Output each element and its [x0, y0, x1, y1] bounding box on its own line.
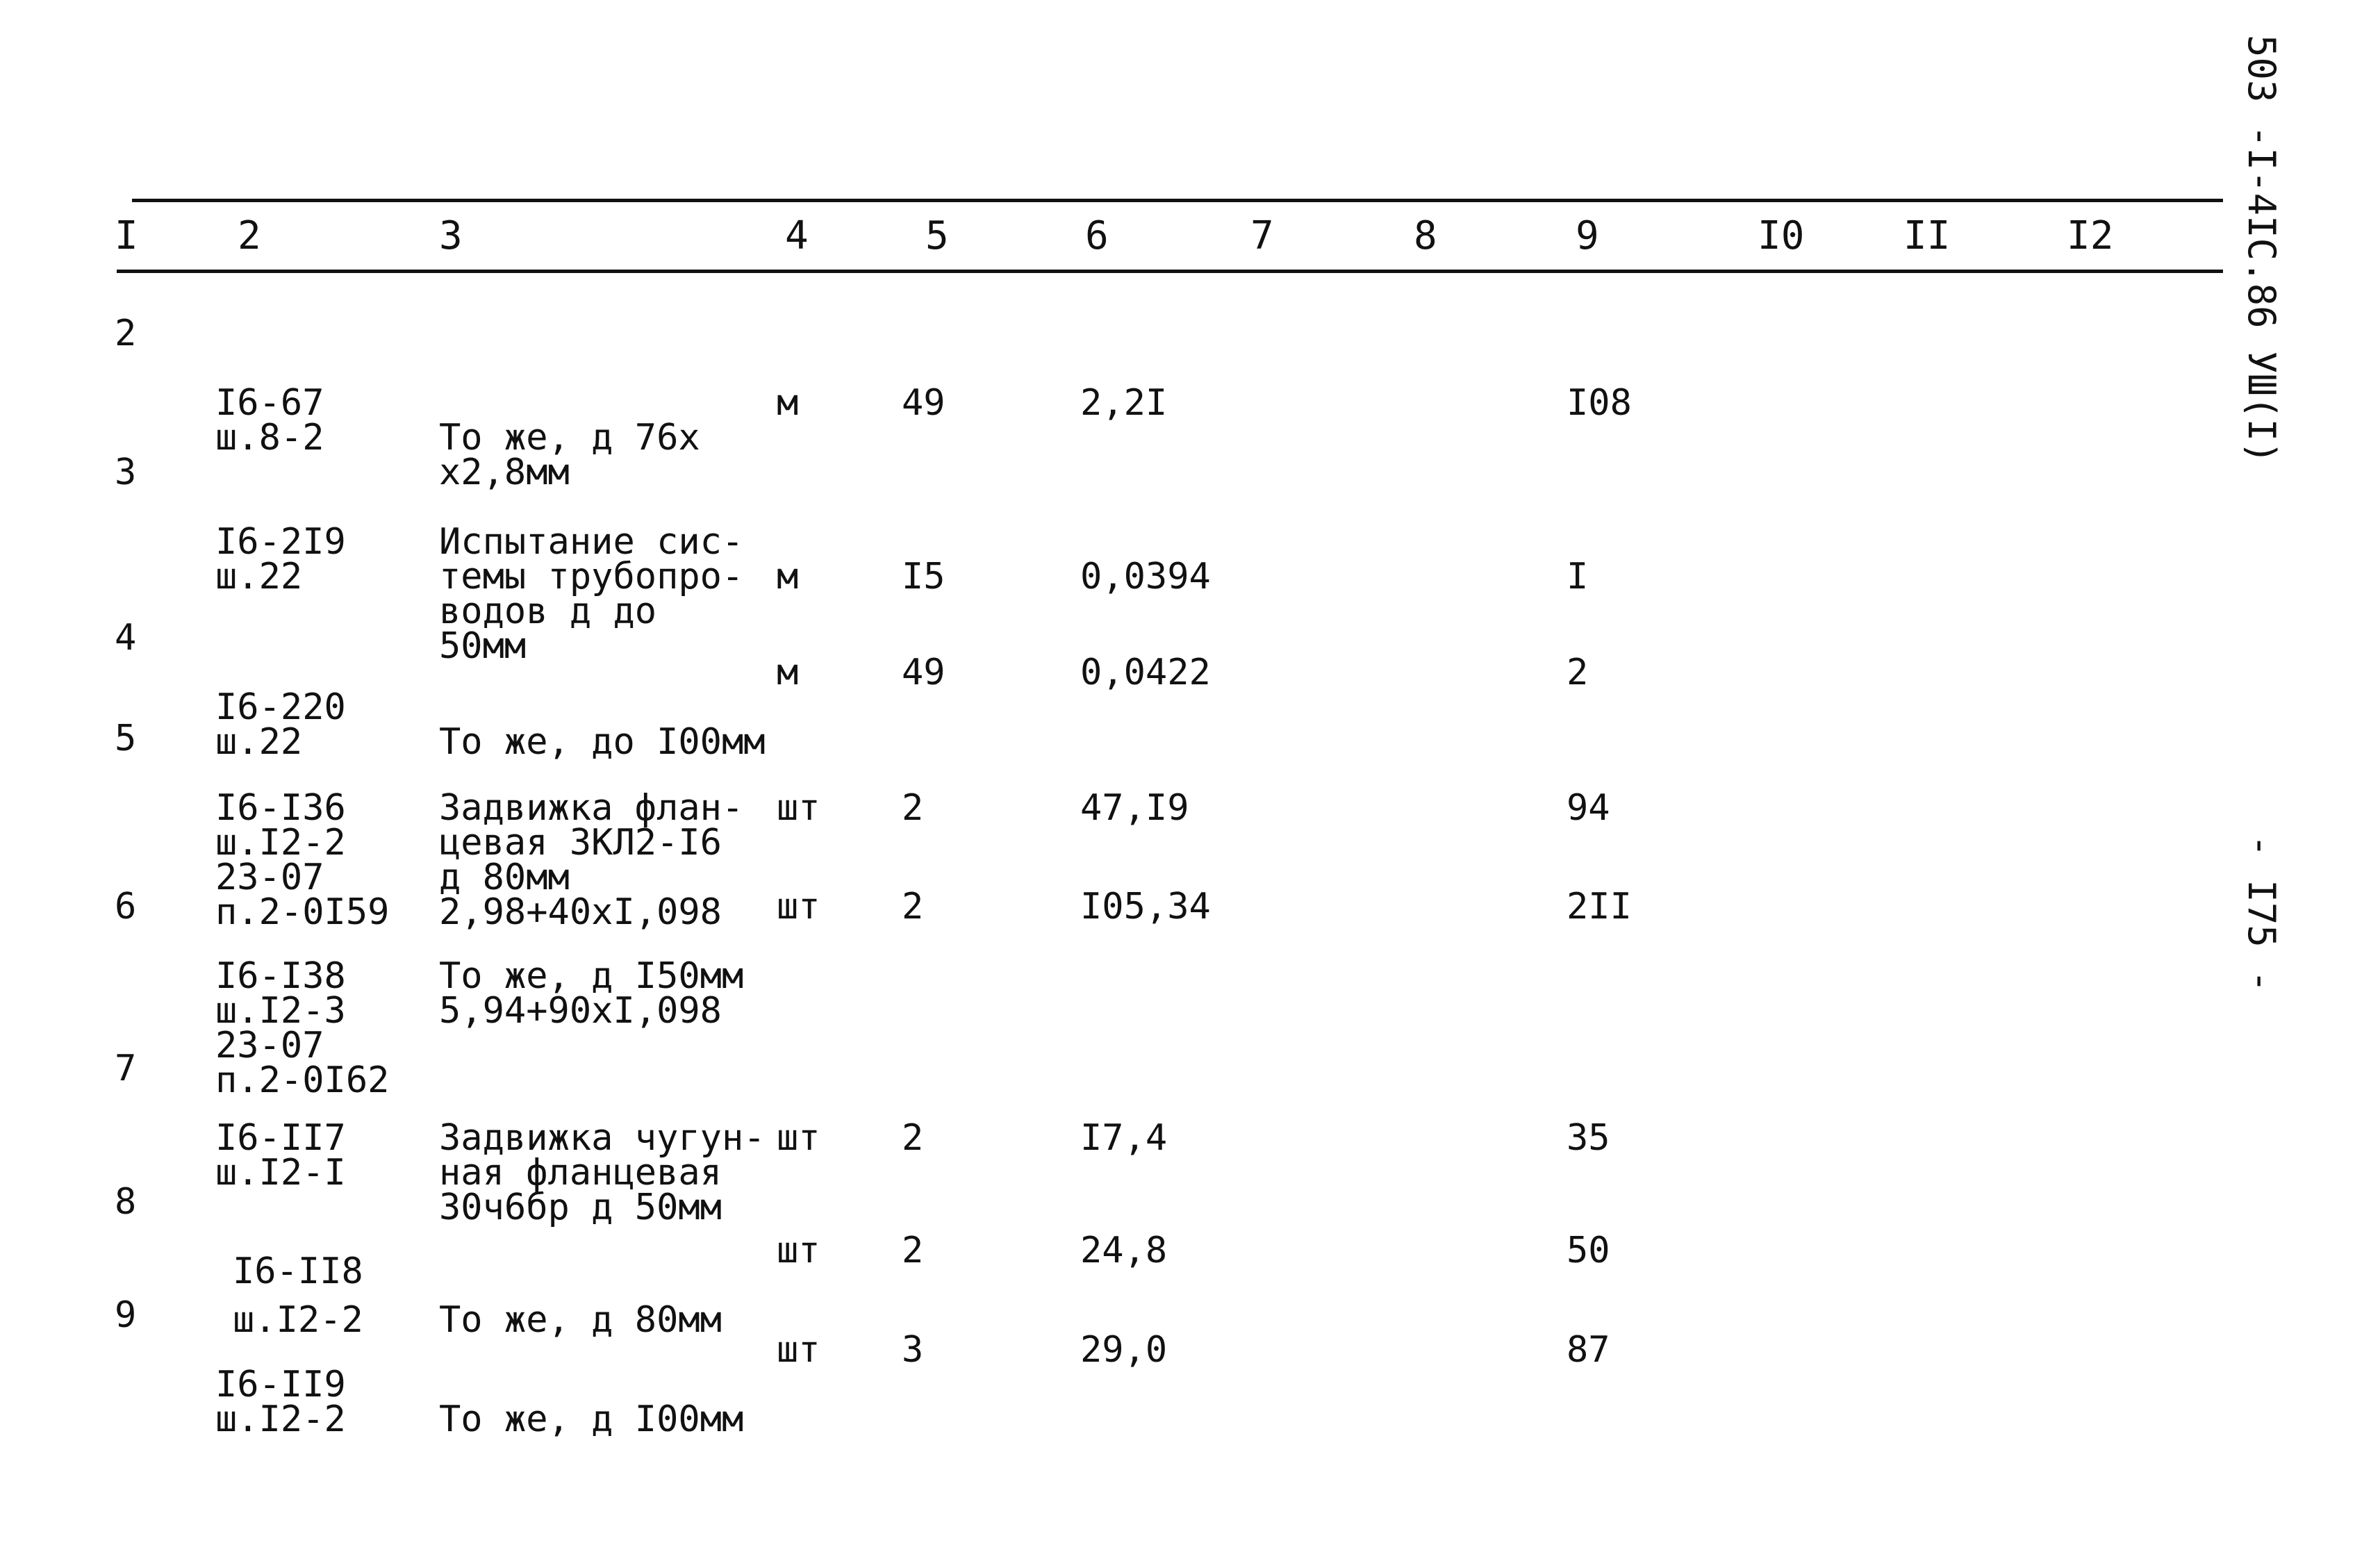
- work-description: То же, д I00мм: [439, 1399, 744, 1440]
- header-col-1: I: [115, 213, 138, 258]
- table-header-rule: [117, 270, 2223, 273]
- header-col-4: 4: [785, 213, 809, 258]
- norm-code: I6-II9 ш.I2-2: [215, 1364, 346, 1440]
- total-cost: 50: [1567, 1230, 1610, 1271]
- row-number: 2: [115, 313, 137, 354]
- unit-price: 24,8: [1080, 1230, 1168, 1271]
- total-cost: 2II: [1567, 886, 1632, 927]
- header-col-10: I0: [1758, 213, 1805, 258]
- norm-code: I6-67 ш.8-2: [215, 382, 324, 459]
- unit: шт: [777, 1230, 820, 1271]
- norm-code: I6-2I9 ш.22: [215, 521, 346, 597]
- row-number: 4: [115, 617, 137, 659]
- table-top-rule: [132, 199, 2223, 202]
- work-description: Задвижка чугун- ная фланцевая 30ч6бр д 50мм: [439, 1117, 766, 1228]
- total-cost: I: [1567, 556, 1589, 597]
- header-col-7: 7: [1250, 213, 1274, 258]
- total-cost: 2: [1567, 652, 1589, 693]
- unit-price: 0,0394: [1080, 556, 1211, 597]
- norm-code: I6-I38 ш.I2-3 23-07 п.2-0I62: [215, 955, 390, 1101]
- unit-price: 0,0422: [1080, 652, 1211, 693]
- row-number: 9: [115, 1294, 137, 1336]
- unit: м: [777, 382, 799, 424]
- norm-code: I6-I36 ш.I2-2 23-07 п.2-0I59: [215, 787, 390, 933]
- unit: шт: [777, 886, 820, 927]
- row-number: 7: [115, 1048, 137, 1089]
- norm-code: I6-II7 ш.I2-I: [215, 1117, 346, 1194]
- norm-code: I6-II8 ш.I2-2: [233, 1251, 363, 1341]
- quantity: I5: [902, 556, 945, 597]
- header-col-8: 8: [1414, 213, 1437, 258]
- document-code: 503 -I-4IC.86 УШ(I): [2240, 35, 2283, 464]
- header-col-9: 9: [1576, 213, 1599, 258]
- work-description: То же, до I00мм: [439, 721, 766, 763]
- page-number: - I75 -: [2240, 834, 2283, 993]
- total-cost: I08: [1567, 382, 1632, 424]
- unit: шт: [777, 787, 820, 829]
- quantity: 3: [902, 1329, 924, 1371]
- header-col-3: 3: [439, 213, 463, 258]
- norm-code: I6-220 ш.22: [215, 686, 346, 763]
- row-number: 6: [115, 886, 137, 927]
- header-col-11: II: [1903, 213, 1951, 258]
- work-description: Испытание сис- темы трубопро- водов д до 50мм: [439, 521, 744, 667]
- work-description: То же, д I50мм 5,94+90хI,098: [439, 955, 744, 1032]
- quantity: 2: [902, 1230, 924, 1271]
- unit: м: [777, 652, 799, 693]
- work-description: То же, д 80мм: [439, 1299, 722, 1341]
- unit: шт: [777, 1117, 820, 1159]
- quantity: 2: [902, 1117, 924, 1159]
- unit-price: 47,I9: [1080, 787, 1189, 829]
- total-cost: 94: [1567, 787, 1610, 829]
- unit: м: [777, 556, 799, 597]
- work-description: Задвижка флан- цевая 3КЛ2-I6 д 80мм 2,98+40хI,098: [439, 787, 744, 933]
- quantity: 49: [902, 382, 945, 424]
- work-description: То же, д 76х х2,8мм: [439, 417, 700, 493]
- unit: шт: [777, 1329, 820, 1371]
- unit-price: I05,34: [1080, 886, 1211, 927]
- quantity: 49: [902, 652, 945, 693]
- header-col-6: 6: [1085, 213, 1109, 258]
- header-col-5: 5: [925, 213, 949, 258]
- unit-price: 29,0: [1080, 1329, 1168, 1371]
- header-col-12: I2: [2067, 213, 2114, 258]
- row-number: 3: [115, 452, 137, 493]
- total-cost: 35: [1567, 1117, 1610, 1159]
- total-cost: 87: [1567, 1329, 1610, 1371]
- header-col-2: 2: [238, 213, 261, 258]
- quantity: 2: [902, 787, 924, 829]
- unit-price: I7,4: [1080, 1117, 1168, 1159]
- quantity: 2: [902, 886, 924, 927]
- row-number: 8: [115, 1181, 137, 1223]
- row-number: 5: [115, 718, 137, 759]
- unit-price: 2,2I: [1080, 382, 1168, 424]
